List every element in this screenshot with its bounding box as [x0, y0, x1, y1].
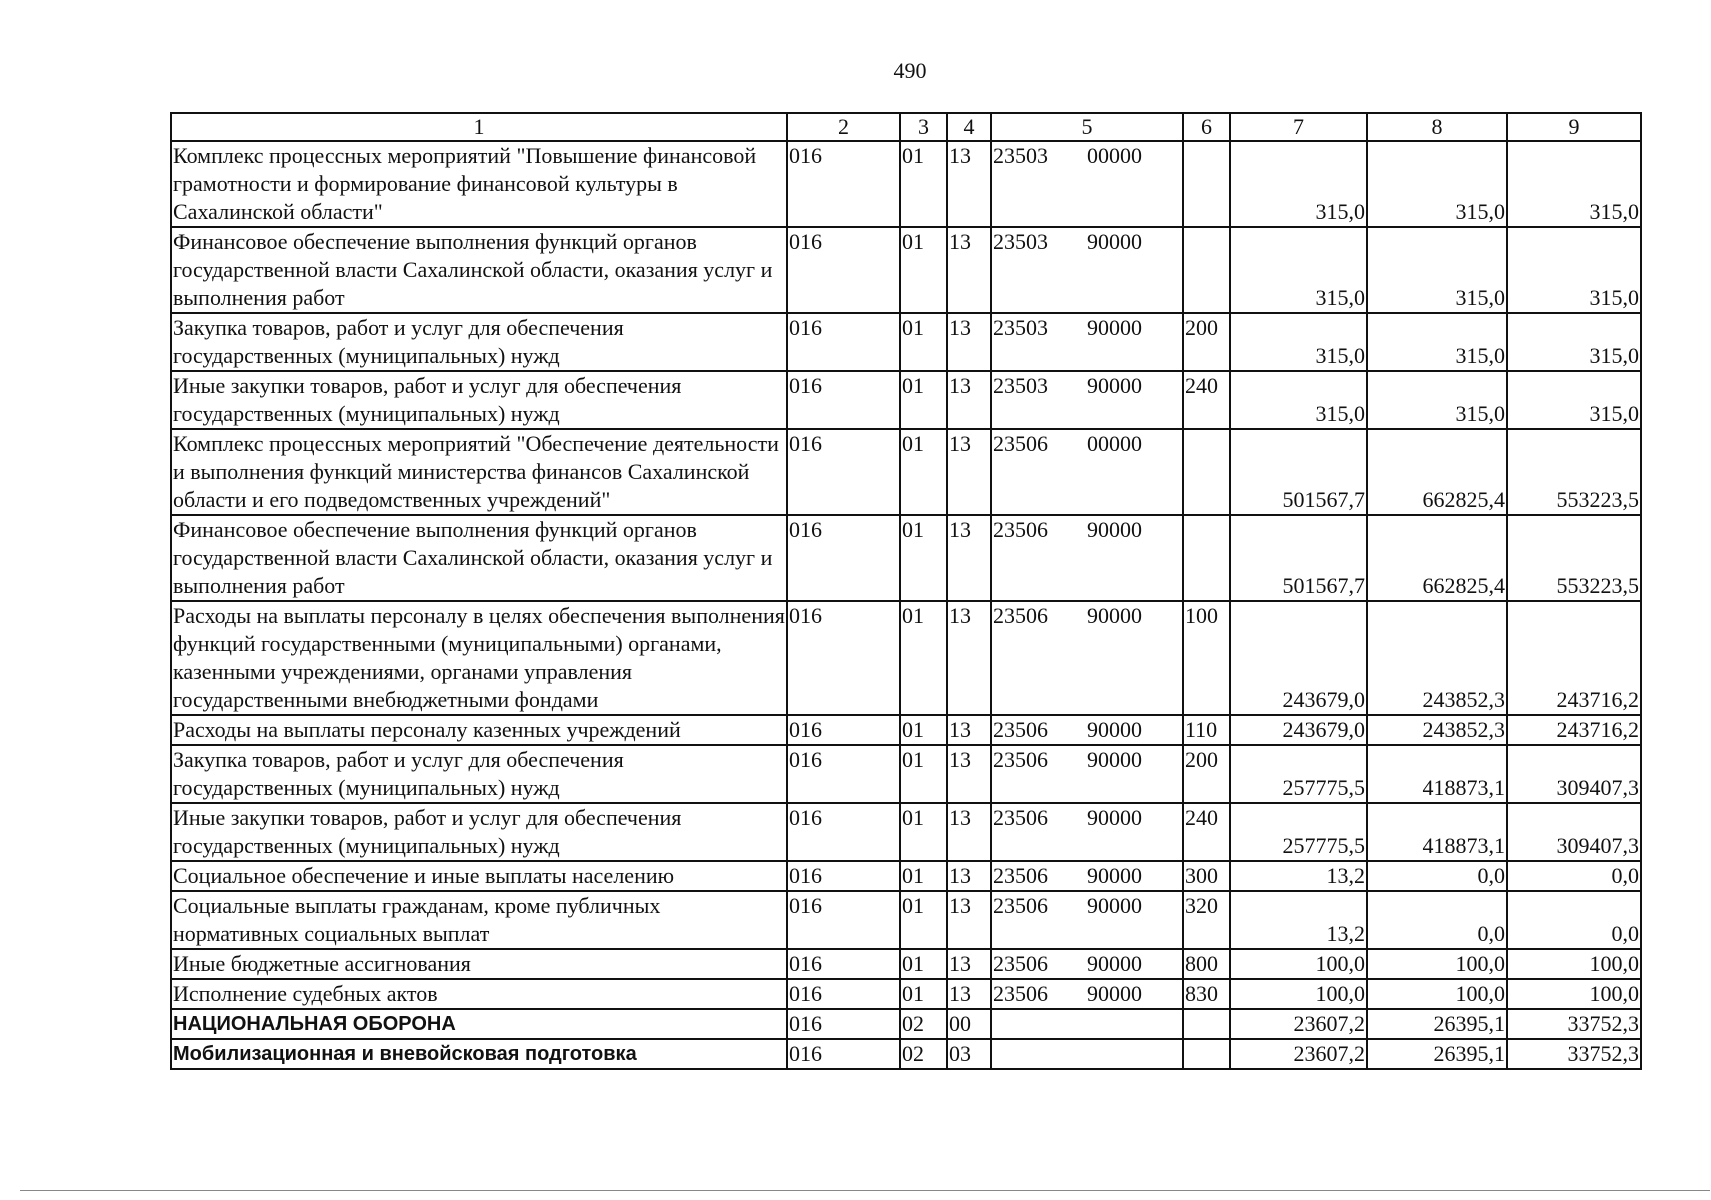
row-name: Закупка товаров, работ и услуг для обеспечения государственных (муниципальных) нужд: [171, 313, 787, 371]
cell-col9: 309407,3: [1507, 745, 1641, 803]
cell-col4: 13: [947, 601, 991, 715]
cell-col7: 100,0: [1230, 949, 1367, 979]
direction-code: 90000: [1087, 805, 1142, 830]
row-name: Закупка товаров, работ и услуг для обеспечения государственных (муниципальных) нужд: [171, 745, 787, 803]
cell-col3: 01: [900, 313, 947, 371]
cell-col4: 13: [947, 803, 991, 861]
direction-code: 90000: [1087, 717, 1142, 742]
cell-col7: 243679,0: [1230, 715, 1367, 745]
cell-col6: 110: [1183, 715, 1230, 745]
program-code: 23506: [993, 863, 1048, 888]
cell-col6: 240: [1183, 803, 1230, 861]
table-row: [171, 1039, 1641, 1069]
cell-col6: [1183, 515, 1230, 601]
cell-col5: [991, 313, 1183, 371]
cell-col6: 320: [1183, 891, 1230, 949]
cell-col5: [991, 371, 1183, 429]
cell-col4: 00: [947, 1009, 991, 1039]
direction-code: 90000: [1087, 603, 1142, 628]
cell-col9: 315,0: [1507, 371, 1641, 429]
program-code: 23506: [993, 951, 1048, 976]
row-name: Расходы на выплаты персоналу в целях обеспечения выполнения функций государственными (муниципальными) органами, казенными учреждениями, органами управления государственными внебюджетными фондами: [171, 601, 787, 715]
cell-col9: 100,0: [1507, 949, 1641, 979]
cell-col8: 418873,1: [1367, 745, 1507, 803]
row-name: Комплекс процессных мероприятий "Повышение финансовой грамотности и формирование финансовой культуры в Сахалинской области": [171, 141, 787, 227]
cell-col5: [991, 745, 1183, 803]
table-row: [171, 371, 1641, 429]
table-row: [171, 891, 1641, 949]
direction-code: 90000: [1087, 229, 1142, 254]
row-name: Иные бюджетные ассигнования: [171, 949, 787, 979]
direction-code: 90000: [1087, 373, 1142, 398]
cell-col8: 100,0: [1367, 979, 1507, 1009]
table-row: [171, 861, 1641, 891]
program-code: 23503: [993, 143, 1048, 168]
cell-col6: [1183, 227, 1230, 313]
cell-col3: 01: [900, 891, 947, 949]
cell-col9: 100,0: [1507, 979, 1641, 1009]
cell-col5: [991, 601, 1183, 715]
cell-col9: 0,0: [1507, 891, 1641, 949]
cell-col7: 257775,5: [1230, 745, 1367, 803]
cell-col9: 309407,3: [1507, 803, 1641, 861]
cell-col3: 01: [900, 979, 947, 1009]
program-code: 23503: [993, 373, 1048, 398]
cell-col5: [991, 1009, 1183, 1039]
cell-col9: 553223,5: [1507, 515, 1641, 601]
header-cell: 1: [171, 113, 787, 141]
cell-col7: 257775,5: [1230, 803, 1367, 861]
cell-col3: 01: [900, 715, 947, 745]
cell-col6: [1183, 429, 1230, 515]
cell-col2: 016: [787, 891, 900, 949]
cell-col7: 13,2: [1230, 891, 1367, 949]
program-code: 23503: [993, 229, 1048, 254]
table-row: [171, 745, 1641, 803]
direction-code: 00000: [1087, 431, 1142, 456]
cell-col3: 01: [900, 227, 947, 313]
cell-col5: [991, 715, 1183, 745]
direction-code: 90000: [1087, 981, 1142, 1006]
row-name: Социальные выплаты гражданам, кроме публичных нормативных социальных выплат: [171, 891, 787, 949]
cell-col8: 0,0: [1367, 891, 1507, 949]
row-name: Комплекс процессных мероприятий "Обеспечение деятельности и выполнения функций министерства финансов Сахалинской области и его подведомственных учреждений": [171, 429, 787, 515]
header-cell: 5: [991, 113, 1183, 141]
cell-col3: 01: [900, 371, 947, 429]
cell-col5: [991, 141, 1183, 227]
cell-col4: 13: [947, 861, 991, 891]
cell-col8: 243852,3: [1367, 715, 1507, 745]
row-name: Мобилизационная и вневойсковая подготовка: [171, 1039, 787, 1069]
cell-col2: 016: [787, 515, 900, 601]
cell-col3: 01: [900, 949, 947, 979]
cell-col2: 016: [787, 861, 900, 891]
cell-col4: 13: [947, 979, 991, 1009]
table-row: [171, 429, 1641, 515]
cell-col8: 100,0: [1367, 949, 1507, 979]
table-row: [171, 803, 1641, 861]
row-name: Финансовое обеспечение выполнения функций органов государственной власти Сахалинской области, оказания услуг и выполнения работ: [171, 227, 787, 313]
cell-col7: 100,0: [1230, 979, 1367, 1009]
cell-col6: 240: [1183, 371, 1230, 429]
cell-col2: 016: [787, 715, 900, 745]
cell-col2: 016: [787, 979, 900, 1009]
program-code: 23506: [993, 805, 1048, 830]
header-cell: 4: [947, 113, 991, 141]
cell-col4: 03: [947, 1039, 991, 1069]
cell-col3: 01: [900, 803, 947, 861]
cell-col2: 016: [787, 601, 900, 715]
cell-col8: 315,0: [1367, 313, 1507, 371]
header-cell: 7: [1230, 113, 1367, 141]
direction-code: 90000: [1087, 863, 1142, 888]
row-name: Исполнение судебных актов: [171, 979, 787, 1009]
cell-col7: 315,0: [1230, 371, 1367, 429]
cell-col5: [991, 891, 1183, 949]
cell-col4: 13: [947, 745, 991, 803]
cell-col5: [991, 979, 1183, 1009]
cell-col2: 016: [787, 745, 900, 803]
cell-col8: 315,0: [1367, 227, 1507, 313]
cell-col5: [991, 429, 1183, 515]
direction-code: 90000: [1087, 315, 1142, 340]
direction-code: 90000: [1087, 517, 1142, 542]
cell-col3: 01: [900, 515, 947, 601]
cell-col9: 33752,3: [1507, 1009, 1641, 1039]
cell-col9: 553223,5: [1507, 429, 1641, 515]
cell-col5: [991, 803, 1183, 861]
program-code: 23506: [993, 893, 1048, 918]
program-code: 23503: [993, 315, 1048, 340]
direction-code: 90000: [1087, 747, 1142, 772]
cell-col2: 016: [787, 1009, 900, 1039]
cell-col8: 26395,1: [1367, 1009, 1507, 1039]
cell-col3: 02: [900, 1009, 947, 1039]
cell-col3: 01: [900, 429, 947, 515]
cell-col2: 016: [787, 1039, 900, 1069]
table-row: [171, 601, 1641, 715]
cell-col5: [991, 949, 1183, 979]
table-row: [171, 515, 1641, 601]
cell-col3: 01: [900, 745, 947, 803]
cell-col6: 300: [1183, 861, 1230, 891]
cell-col4: 13: [947, 715, 991, 745]
cell-col8: 26395,1: [1367, 1039, 1507, 1069]
program-code: 23506: [993, 981, 1048, 1006]
cell-col4: 13: [947, 227, 991, 313]
cell-col7: 23607,2: [1230, 1039, 1367, 1069]
program-code: 23506: [993, 747, 1048, 772]
direction-code: 90000: [1087, 951, 1142, 976]
cell-col8: 0,0: [1367, 861, 1507, 891]
cell-col5: [991, 1039, 1183, 1069]
cell-col2: 016: [787, 141, 900, 227]
cell-col3: 02: [900, 1039, 947, 1069]
cell-col8: 662825,4: [1367, 429, 1507, 515]
direction-code: 90000: [1087, 893, 1142, 918]
cell-col6: 830: [1183, 979, 1230, 1009]
cell-col2: 016: [787, 803, 900, 861]
row-name: НАЦИОНАЛЬНАЯ ОБОРОНА: [171, 1009, 787, 1039]
cell-col8: 315,0: [1367, 371, 1507, 429]
cell-col6: 200: [1183, 745, 1230, 803]
header-cell: 8: [1367, 113, 1507, 141]
row-name: Расходы на выплаты персоналу казенных учреждений: [171, 715, 787, 745]
cell-col3: 01: [900, 141, 947, 227]
row-name: Иные закупки товаров, работ и услуг для обеспечения государственных (муниципальных) нужд: [171, 371, 787, 429]
cell-col6: 200: [1183, 313, 1230, 371]
direction-code: 00000: [1087, 143, 1142, 168]
cell-col2: 016: [787, 313, 900, 371]
cell-col4: 13: [947, 371, 991, 429]
table-row: [171, 979, 1641, 1009]
cell-col2: 016: [787, 949, 900, 979]
cell-col4: 13: [947, 515, 991, 601]
cell-col7: 315,0: [1230, 313, 1367, 371]
program-code: 23506: [993, 431, 1048, 456]
page-number: 490: [893, 58, 927, 83]
cell-col6: 100: [1183, 601, 1230, 715]
cell-col2: 016: [787, 227, 900, 313]
cell-col4: 13: [947, 949, 991, 979]
cell-col4: 13: [947, 429, 991, 515]
cell-col6: [1183, 1039, 1230, 1069]
cell-col7: 501567,7: [1230, 515, 1367, 601]
cell-col9: 33752,3: [1507, 1039, 1641, 1069]
cell-col5: [991, 227, 1183, 313]
program-code: 23506: [993, 717, 1048, 742]
cell-col8: 662825,4: [1367, 515, 1507, 601]
cell-col9: 315,0: [1507, 141, 1641, 227]
header-cell: 6: [1183, 113, 1230, 141]
cell-col5: [991, 515, 1183, 601]
scan-artifact-line: [20, 1190, 1710, 1191]
cell-col2: 016: [787, 371, 900, 429]
cell-col4: 13: [947, 891, 991, 949]
cell-col2: 016: [787, 429, 900, 515]
cell-col9: 315,0: [1507, 227, 1641, 313]
cell-col9: 315,0: [1507, 313, 1641, 371]
cell-col5: [991, 861, 1183, 891]
cell-col6: 800: [1183, 949, 1230, 979]
cell-col7: 23607,2: [1230, 1009, 1367, 1039]
header-cell: 2: [787, 113, 900, 141]
header-cell: 9: [1507, 113, 1641, 141]
cell-col8: 315,0: [1367, 141, 1507, 227]
cell-col8: 418873,1: [1367, 803, 1507, 861]
cell-col7: 315,0: [1230, 141, 1367, 227]
table-row: [171, 141, 1641, 227]
row-name: Иные закупки товаров, работ и услуг для обеспечения государственных (муниципальных) нужд: [171, 803, 787, 861]
program-code: 23506: [993, 603, 1048, 628]
header-row: [171, 113, 1641, 141]
cell-col3: 01: [900, 601, 947, 715]
budget-table: [170, 112, 1642, 1070]
cell-col7: 13,2: [1230, 861, 1367, 891]
cell-col7: 243679,0: [1230, 601, 1367, 715]
row-name: Социальное обеспечение и иные выплаты населению: [171, 861, 787, 891]
table-row: [171, 949, 1641, 979]
program-code: 23506: [993, 517, 1048, 542]
cell-col9: 243716,2: [1507, 601, 1641, 715]
table-row: [171, 227, 1641, 313]
cell-col7: 315,0: [1230, 227, 1367, 313]
cell-col4: 13: [947, 313, 991, 371]
cell-col6: [1183, 141, 1230, 227]
table-row: [171, 715, 1641, 745]
header-cell: 3: [900, 113, 947, 141]
cell-col7: 501567,7: [1230, 429, 1367, 515]
cell-col8: 243852,3: [1367, 601, 1507, 715]
cell-col4: 13: [947, 141, 991, 227]
cell-col9: 243716,2: [1507, 715, 1641, 745]
cell-col9: 0,0: [1507, 861, 1641, 891]
table-row: [171, 1009, 1641, 1039]
table-row: [171, 313, 1641, 371]
cell-col3: 01: [900, 861, 947, 891]
row-name: Финансовое обеспечение выполнения функций органов государственной власти Сахалинской области, оказания услуг и выполнения работ: [171, 515, 787, 601]
cell-col6: [1183, 1009, 1230, 1039]
